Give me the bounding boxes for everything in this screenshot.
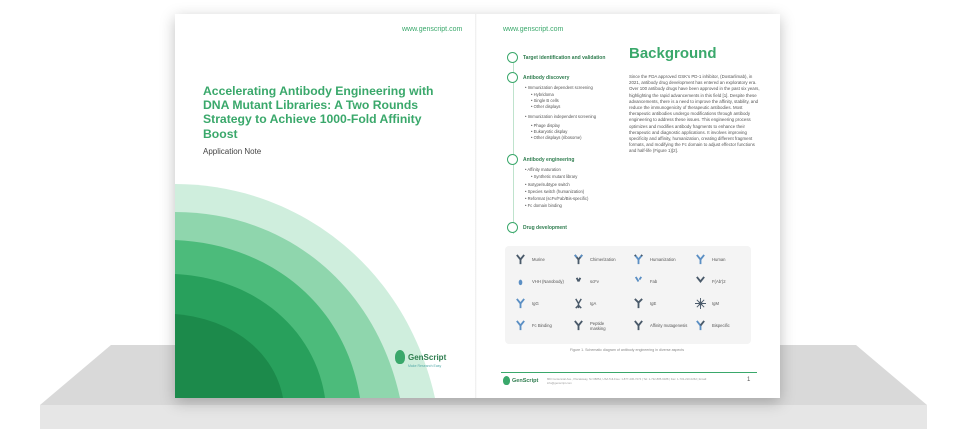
timeline-step-discovery — [507, 72, 569, 83]
target-icon — [507, 52, 518, 63]
logo-text: GenScript — [408, 352, 447, 362]
logo-tagline: Make Research Easy — [408, 364, 442, 368]
figure-label: IgE — [650, 301, 657, 306]
figure-label: Fc Binding — [532, 323, 552, 328]
figure-label: IgG — [532, 301, 539, 306]
cover-page — [175, 14, 475, 398]
timeline-step-label: Antibody engineering — [523, 156, 575, 163]
figure-item-scfv — [573, 276, 599, 287]
figure-label: Human — [712, 257, 726, 262]
timeline-step-drug-development — [507, 222, 567, 233]
footer-logo — [503, 376, 538, 385]
discovery-item: • Single B cells — [531, 98, 559, 103]
figure-item-iga — [573, 298, 596, 309]
timeline-step-label: Target identification and validation — [523, 54, 606, 61]
scfv-icon — [573, 276, 584, 287]
engineering-item: • Reformat (scFv/Fab/Bis-specific) — [525, 196, 589, 201]
antibody-engineering-figure — [505, 246, 751, 344]
figure-item-human — [695, 254, 726, 265]
figure-item-ige — [633, 298, 656, 309]
antibody-icon — [695, 254, 706, 265]
discovery-item: • Immunization dependent screening — [525, 85, 593, 90]
antibody-discovery-icon — [507, 72, 518, 83]
engineering-item: • Affinity maturation — [525, 167, 561, 172]
footer-address: 860 Centennial Ave., Piscataway, NJ 08854, USA Toll-Free: 1-877-436-7274 | Tel: 1-732-885-9188 | Fax: 1-732-210-0262 | Email: info@genscript.com — [547, 377, 707, 385]
figure-caption: Figure 1. Schematic diagram of antibody engineering in diverse aspects — [569, 348, 685, 352]
genscript-logo — [395, 350, 446, 364]
figure-label: Affinity mutagenesis — [650, 323, 688, 328]
background-paragraph: Since the FDA approved GSK's PD-1 inhibitor, (Dostarlimab), in 2021, antibody drug development has entered an exploratory era. Over 100 antibody drugs have been approved in the past six years, highlighting the rapid advancements in this field [1]. Despite these advancements, there is a need to improve the affinity, stability, and reduce the immunogenicity of therapeutic antibodies. Most therapeutic antibodies undergo modifications through antibody engineering to address these issues. This engineering process optimizes and modifies antibody fragments to enhance their therapeutic and diagnostic applications. It involves improving specificity and affinity, humanization, creating different fragment formats, and modifying the Fc domain to adjust effector functions and half-life (Figure 1)[2]. — [629, 74, 760, 154]
figure-item-humanization — [633, 254, 676, 265]
ige-icon — [633, 298, 644, 309]
fc-binding-icon — [515, 320, 526, 331]
figure-item-bispecific — [695, 320, 730, 331]
nanobody-icon — [515, 276, 526, 287]
figure-item-fab — [633, 276, 657, 287]
document-title: Accelerating Antibody Engineering with DNA Mutant Libraries: A Two Rounds Strategy to Achieve 1000-Fold Affinity Boost — [203, 84, 434, 141]
engineering-item: • Species switch (humanization) — [525, 189, 585, 194]
figure-label: Chimerization — [590, 257, 616, 262]
iga-icon — [573, 298, 584, 309]
content-page — [477, 14, 780, 398]
timeline-step-engineering — [507, 154, 574, 165]
discovery-item: • Eukaryotic display — [531, 129, 568, 134]
engineering-item: • Isotype/subtype switch — [525, 182, 570, 187]
document-subtitle: Application Note — [203, 147, 262, 156]
figure-item-affinity-mutagenesis — [633, 320, 688, 331]
affinity-mutagenesis-icon — [633, 320, 644, 331]
display-shelf-front — [40, 405, 927, 429]
figure-item-peptide-masking — [573, 320, 620, 331]
discovery-item: • Immunization independent screening — [525, 114, 597, 119]
figure-label: Peptide masking — [590, 320, 606, 331]
figure-item-igm — [695, 298, 719, 309]
figure-item-vhh — [515, 276, 564, 287]
timeline-step-label: Antibody discovery — [523, 74, 570, 81]
discovery-item: • Other displays (ribosome) — [531, 135, 582, 140]
discovery-item: • Phage display — [531, 123, 560, 128]
figure-label: IgM — [712, 301, 719, 306]
fab2-icon — [695, 276, 706, 287]
background-heading: Background — [629, 45, 717, 62]
peptide-masking-icon — [573, 320, 584, 331]
drug-development-timeline — [507, 38, 625, 248]
timeline-step-label: Drug development — [523, 224, 567, 231]
figure-label: Humanization — [650, 257, 676, 262]
figure-item-chimerization — [573, 254, 616, 265]
igg-icon — [515, 298, 526, 309]
footer-logo-text: GenScript — [512, 377, 539, 384]
page-url[interactable]: www.genscript.com — [503, 26, 564, 33]
figure-item-igg — [515, 298, 539, 309]
figure-item-fab2 — [695, 276, 726, 287]
antibody-icon — [515, 254, 526, 265]
figure-item-fc-binding — [515, 320, 552, 331]
figure-label: scFv — [590, 279, 599, 284]
genscript-logo-icon — [395, 350, 405, 364]
engineering-item: • Fc domain binding — [525, 203, 562, 208]
drug-development-icon — [507, 222, 518, 233]
engineering-item: • Synthetic mutant library — [531, 174, 578, 179]
figure-label: Bispecific — [712, 323, 730, 328]
page-number: 1 — [747, 377, 751, 383]
figure-label: VHH (Nanobody) — [532, 279, 564, 284]
figure-label: F(Ab')2 — [712, 279, 726, 284]
genscript-logo-icon — [503, 376, 510, 385]
figure-label: Fab — [650, 279, 658, 284]
antibody-icon — [633, 254, 644, 265]
antibody-icon — [573, 254, 584, 265]
discovery-item: • Other displays — [531, 104, 561, 109]
antibody-engineering-icon — [507, 154, 518, 165]
figure-item-murine — [515, 254, 545, 265]
bispecific-icon — [695, 320, 706, 331]
application-note-spread — [175, 14, 780, 398]
figure-label: IgA — [590, 301, 597, 306]
footer-divider — [501, 372, 757, 373]
igm-icon — [695, 298, 706, 309]
figure-label: Murine — [532, 257, 545, 262]
cover-url[interactable]: www.genscript.com — [402, 26, 463, 33]
discovery-item: • Hybridoma — [531, 92, 554, 97]
timeline-step-target — [507, 52, 605, 63]
fab-icon — [633, 276, 644, 287]
